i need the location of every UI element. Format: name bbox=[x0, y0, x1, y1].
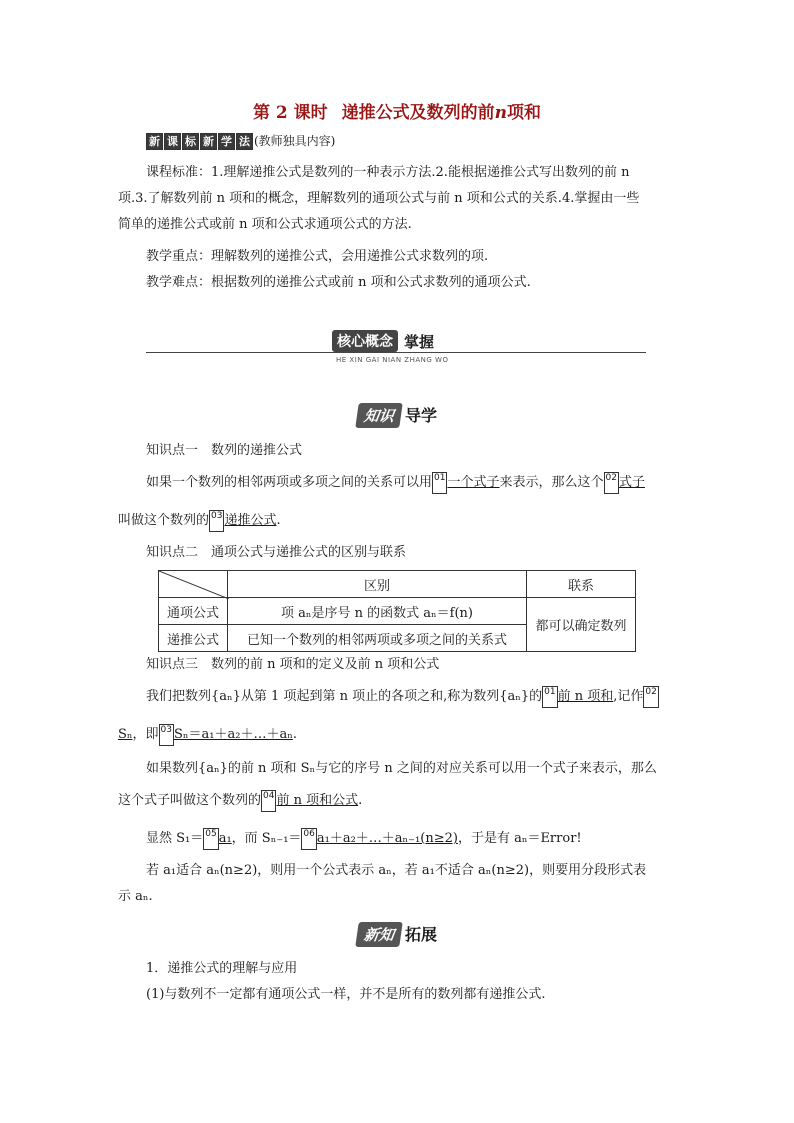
standards-line-1: 课程标准：1.理解递推公式是数列的一种表示方法.2.能根据递推公式写出数列的前 n bbox=[146, 165, 630, 180]
xinzhi-tail: 拓展 bbox=[405, 925, 438, 944]
page-title bbox=[0, 98, 794, 123]
answer: 前 n 项和公式 bbox=[276, 793, 359, 808]
lesson-label: 第 2 课时 bbox=[252, 103, 328, 123]
row-name: 递推公式 bbox=[159, 625, 228, 652]
kp1-line-1 bbox=[146, 470, 645, 496]
blank-02: 02 bbox=[604, 472, 619, 494]
teaching-key: 教学重点：理解数列的递推公式，会用递推公式求数列的项. bbox=[146, 249, 489, 264]
comparison-table bbox=[158, 570, 636, 652]
kp3-text: . bbox=[358, 793, 363, 808]
diagonal-line bbox=[159, 571, 229, 599]
kp3-text: 我们把数列{aₙ}从第 1 项起到第 n 项止的各项之和,称为数列{aₙ}的 bbox=[146, 689, 543, 704]
teaching-difficult: 教学难点：根据数列的递推公式或前 n 项和公式求数列的通项公式. bbox=[146, 275, 531, 290]
zhishi-badge: 知识 bbox=[355, 403, 403, 428]
kp2-heading: 知识点二 通项公式与递推公式的区别与联系 bbox=[146, 545, 407, 560]
kp3-line-2 bbox=[118, 722, 297, 748]
banner-box: 核心概念 bbox=[332, 330, 398, 352]
kp3-line-5 bbox=[146, 826, 582, 852]
xinzhi-heading bbox=[0, 922, 794, 947]
answer: a₁＋a₂＋…＋aₙ₋₁(n≥2) bbox=[316, 831, 458, 846]
kp3-line-1 bbox=[146, 684, 659, 710]
tagline bbox=[146, 132, 335, 150]
tag-box: 新 bbox=[200, 133, 217, 150]
row-link: 都可以确定数列 bbox=[527, 598, 636, 652]
zhishi-heading bbox=[0, 403, 794, 428]
banner-pinyin: HE XIN GAI NIAN ZHANG WO bbox=[336, 356, 449, 364]
kp3-heading: 知识点三 数列的前 n 项和的定义及前 n 项和公式 bbox=[146, 657, 440, 672]
row-name: 通项公式 bbox=[159, 598, 228, 625]
blank-06: 06 bbox=[301, 828, 316, 850]
kp3-text: ，即 bbox=[132, 727, 159, 742]
kp3-text: 显然 S₁＝ bbox=[146, 831, 204, 846]
xinzhi-badge: 新知 bbox=[355, 922, 403, 947]
kp1-text: 叫做这个数列的 bbox=[118, 513, 210, 528]
kp3-text: ，而 Sₙ₋₁＝ bbox=[231, 831, 302, 846]
core-concept-banner bbox=[146, 330, 646, 364]
kp3-line-3: 如果数列{aₙ}的前 n 项和 Sₙ与它的序号 n 之间的对应关系可以用一个式子来表示，那么 bbox=[146, 761, 657, 776]
banner-bold: 掌握 bbox=[404, 333, 435, 351]
kp3-text: ，于是有 aₙ＝Error! bbox=[457, 831, 582, 846]
tag-box: 新 bbox=[146, 133, 163, 150]
blank-04: 04 bbox=[261, 790, 276, 812]
kp1-line-2 bbox=[118, 508, 281, 534]
ext-line-1: (1)与数列不一定都有通项公式一样，并不是所有的数列都有递推公式. bbox=[146, 987, 546, 1002]
kp1-heading: 知识点一 数列的递推公式 bbox=[146, 443, 303, 458]
topic-n: n bbox=[494, 103, 508, 123]
answer: Sₙ bbox=[118, 727, 133, 742]
tagline-note: (教师独具内容) bbox=[254, 134, 336, 148]
answer: 式子 bbox=[618, 475, 645, 490]
col-header-diff: 区别 bbox=[228, 571, 527, 598]
banner-rule bbox=[146, 352, 646, 353]
tag-box: 标 bbox=[182, 133, 199, 150]
row-diff: 已知一个数列的相邻两项或多项之间的关系式 bbox=[228, 625, 527, 652]
answer: a₁ bbox=[218, 831, 232, 846]
answer: 一个式子 bbox=[447, 475, 500, 490]
kp1-text: 如果一个数列的相邻两项或多项之间的关系可以用 bbox=[146, 475, 433, 490]
answer: 递推公式 bbox=[224, 513, 277, 528]
blank-01: 01 bbox=[542, 686, 557, 708]
kp1-text: 来表示，那么这个 bbox=[499, 475, 604, 490]
blank-03: 03 bbox=[209, 510, 224, 532]
standards-line-2: 项.3.了解数列前 n 项和的概念，理解数列的通项公式与前 n 项和公式的关系.4.掌握由一些 bbox=[118, 191, 640, 206]
tag-box: 课 bbox=[164, 133, 181, 150]
blank-03: 03 bbox=[159, 724, 174, 746]
tag-box: 法 bbox=[236, 133, 253, 150]
col-header-link: 联系 bbox=[527, 571, 636, 598]
zhishi-tail: 导学 bbox=[405, 406, 438, 425]
blank-05: 05 bbox=[203, 828, 218, 850]
kp3-line-7: 示 aₙ. bbox=[118, 889, 153, 904]
tag-box: 学 bbox=[218, 133, 235, 150]
kp3-text: ,记作 bbox=[613, 689, 644, 704]
table-row bbox=[159, 571, 636, 598]
answer: Sₙ＝a₁＋a₂＋…＋aₙ bbox=[174, 727, 293, 742]
kp3-text: 这个式子叫做这个数列的 bbox=[118, 793, 262, 808]
kp3-text: . bbox=[292, 727, 297, 742]
answer: 前 n 项和 bbox=[557, 689, 614, 704]
blank-01: 01 bbox=[432, 472, 447, 494]
ext-heading: 1．递推公式的理解与应用 bbox=[146, 961, 298, 976]
table-corner bbox=[159, 571, 228, 598]
topic-b: 项和 bbox=[507, 103, 542, 123]
kp3-line-6: 若 a₁适合 aₙ(n≥2)，则用一个公式表示 aₙ，若 a₁不适合 aₙ(n≥2)，则要用分段形式表 bbox=[146, 863, 647, 878]
topic-a: 递推公式及数列的前 bbox=[341, 103, 495, 123]
row-diff: 项 aₙ是序号 n 的函数式 aₙ＝f(n) bbox=[228, 598, 527, 625]
table-row bbox=[159, 598, 636, 625]
standards-line-3: 简单的递推公式或前 n 项和公式求通项公式的方法. bbox=[118, 217, 412, 232]
blank-02: 02 bbox=[643, 686, 658, 708]
kp1-text: . bbox=[276, 513, 281, 528]
kp3-line-4 bbox=[118, 788, 362, 814]
